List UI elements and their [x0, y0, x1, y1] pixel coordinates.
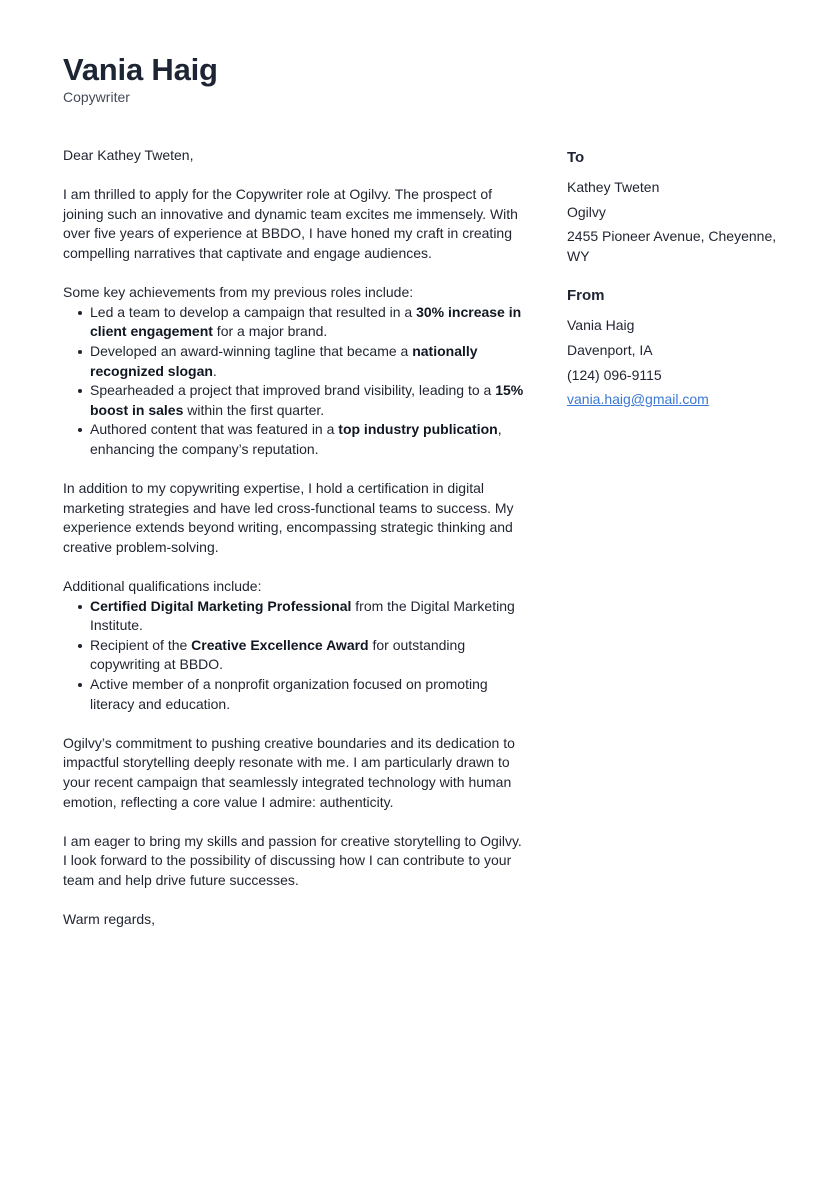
- from-heading: From: [567, 287, 605, 305]
- letter-header: [63, 52, 218, 106]
- recipient-name: Kathey Tweten: [567, 179, 660, 195]
- paragraph-company: Ogilvy’s commitment to pushing creative boundaries and its dedication to impactful storytelling deeply resonate with me. I am particularly drawn to your recent campaign that seamlessly integrated technology with human emotion, reflecting a core value I admire: authenticity.: [63, 734, 515, 810]
- applicant-name: Vania Haig: [63, 52, 218, 87]
- greeting: Dear Kathey Tweten,: [63, 147, 194, 163]
- paragraph-intro: I am thrilled to apply for the Copywriter role at Ogilvy. The prospect of joining such an innovative and dynamic team excites me immensely. With over five years of experience at BBDO, I have honed my craft in creating compelling narratives that captivate and engage audiences.: [63, 186, 518, 261]
- sender-location: Davenport, IA: [567, 341, 653, 358]
- list-item: Spearheaded a project that improved brand visibility, leading to a 15% boost in sales within the first quarter.: [90, 381, 525, 420]
- paragraph-closing: I am eager to bring my skills and passion for creative storytelling to Ogilvy. I look forward to the possibility of discussing how I can contribute to your team and help drive future successes.: [63, 832, 522, 888]
- recipient-company: Ogilvy: [567, 203, 606, 220]
- list-item: Led a team to develop a campaign that resulted in a 30% increase in client engagement for a major brand.: [90, 303, 525, 342]
- list-item: Certified Digital Marketing Professional from the Digital Marketing Institute.: [90, 597, 525, 636]
- to-heading: To: [567, 149, 585, 166]
- achievements-intro: Some key achievements from my previous roles include:: [63, 284, 414, 301]
- letter-body: [63, 146, 525, 949]
- sender-email-link[interactable]: vania.haig@gmail.com: [567, 391, 709, 408]
- paragraph-expertise: In addition to my copywriting expertise, I hold a certification in digital marketing strategies and have led cross-functional teams to success. My experience extends beyond writing, encompassing strategic thinking and creative problem-solving.: [63, 480, 514, 555]
- achievements-list: [63, 303, 525, 460]
- recipient-block: [567, 148, 782, 266]
- sender-phone: (124) 096-9115: [567, 366, 662, 383]
- contact-sidebar: [567, 148, 782, 430]
- qualifications-intro: Additional qualifications include:: [63, 578, 262, 595]
- sign-off: Warm regards,: [63, 911, 156, 928]
- list-item: Active member of a nonprofit organization focused on promoting literacy and education.: [90, 675, 525, 714]
- recipient-address: 2455 Pioneer Avenue, Cheyenne, WY: [567, 228, 777, 264]
- qualifications-list: [63, 597, 525, 715]
- sender-block: [567, 286, 782, 409]
- applicant-title: Copywriter: [63, 89, 130, 105]
- list-item: Authored content that was featured in a top industry publication, enhancing the company’s reputation.: [90, 420, 525, 459]
- sender-name: Vania Haig: [567, 317, 635, 334]
- list-item: Developed an award-winning tagline that became a nationally recognized slogan.: [90, 342, 525, 381]
- list-item: Recipient of the Creative Excellence Award for outstanding copywriting at BBDO.: [90, 636, 525, 675]
